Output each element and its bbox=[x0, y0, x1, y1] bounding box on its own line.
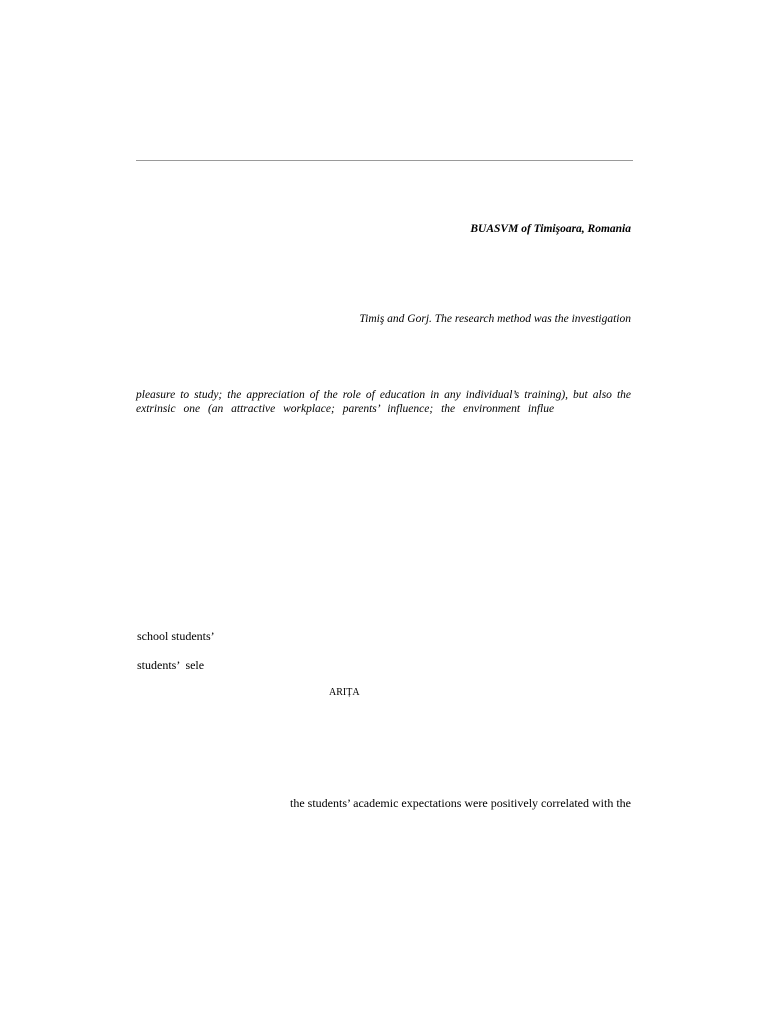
abstract-line-study-area: Timiş and Gorj. The research method was the investigation bbox=[359, 313, 631, 325]
header-rule bbox=[136, 160, 633, 161]
body-fragment-students-selection: students’ sele bbox=[137, 658, 205, 672]
affiliation-line: BUASVM of Timişoara, Romania bbox=[470, 223, 631, 235]
abstract-line-extrinsic: extrinsic one (an attractive workplace; parents’ influence; the environment influe bbox=[136, 403, 555, 415]
body-sentence-expectations: the students’ academic expectations were positively correlated with the bbox=[290, 796, 631, 810]
body-fragment-school-students: school students’ bbox=[137, 629, 215, 643]
author-citation-fragment: ARIȚA bbox=[329, 687, 360, 698]
abstract-paragraph bbox=[136, 388, 631, 416]
abstract-line-motivation: pleasure to study; the appreciation of the role of education in any individual’s training), but also the bbox=[136, 389, 631, 401]
